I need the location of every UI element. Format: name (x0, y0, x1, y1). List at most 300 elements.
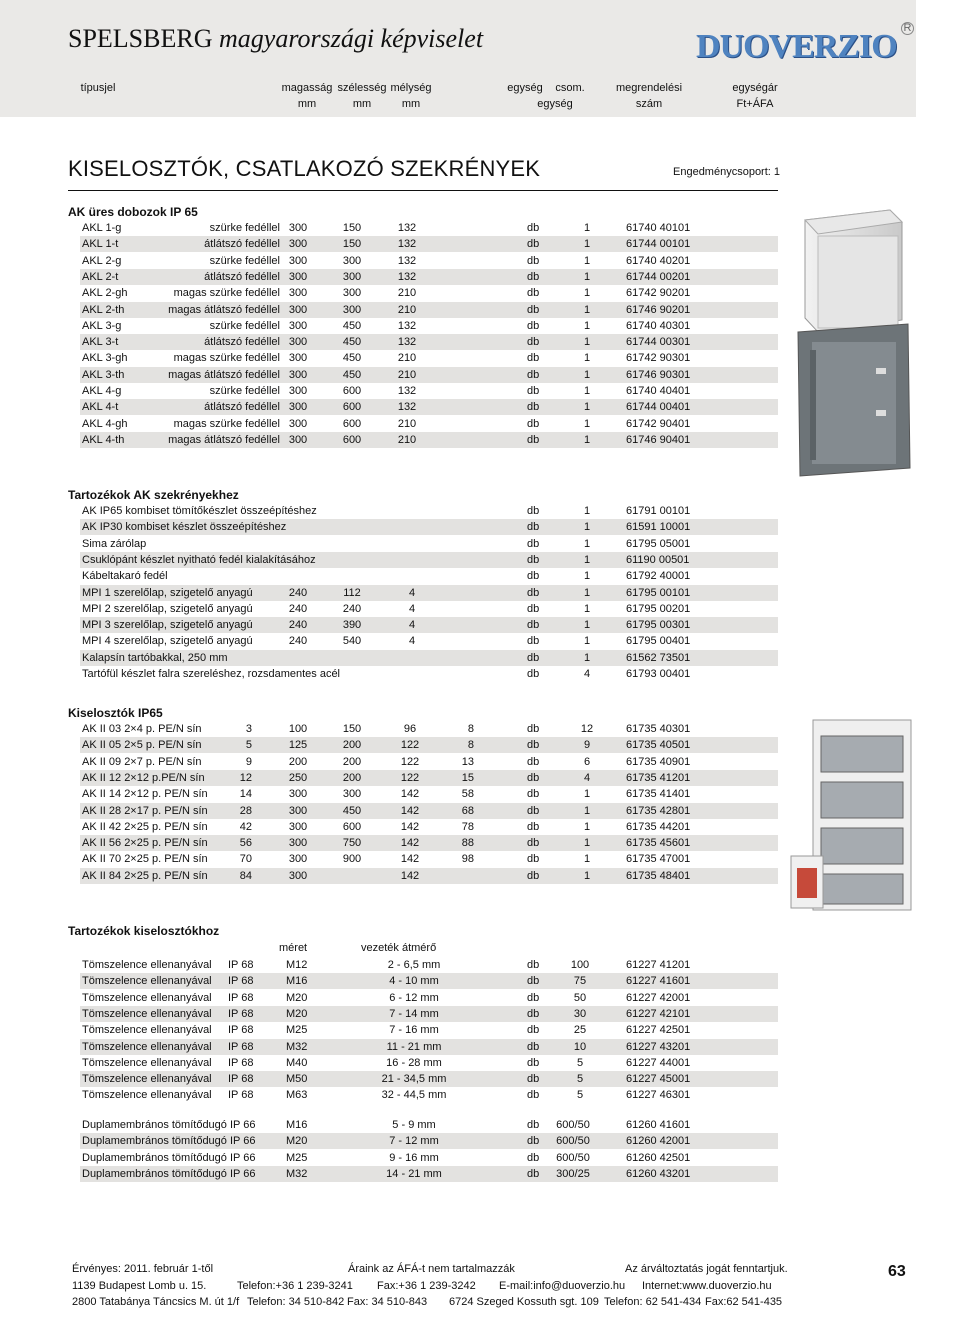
cell-name: AK IP65 kombiset tömítőkészlet összeépítéshez (82, 505, 317, 517)
cell-ip: IP 68 (228, 991, 254, 1004)
cell-order: 61744 00101 (626, 238, 691, 251)
cell-name: AK IP30 kombiset készlet összeépítéshez (82, 521, 287, 534)
cell-h: 300 (288, 270, 308, 283)
table-row (80, 1071, 778, 1087)
table-row (80, 318, 778, 334)
table-row (80, 819, 778, 835)
duoverzio-logo: DUOVERZIO (696, 28, 897, 65)
table-row (80, 1039, 778, 1055)
cell-pack: 1 (583, 336, 591, 349)
cell-unit: db (527, 1007, 540, 1020)
cell-name: AK II 14 2×12 p. PE/N sín (82, 788, 208, 801)
footer-address-tatabanya: 2800 Tatabánya Táncsics M. út 1/f (72, 1296, 240, 1308)
table-row (80, 737, 778, 753)
cell-d: 132 (397, 222, 417, 234)
cell-pack: 300/25 (556, 1167, 590, 1180)
cell-d: 210 (397, 352, 417, 365)
cell-order: 61735 45601 (626, 837, 691, 850)
cell-d: 142 (400, 837, 420, 850)
cell-pack: 1 (583, 254, 591, 267)
footer-fax-tatabanya: Fax: 34 510-843 (347, 1296, 428, 1308)
cell-desc: magas szürke fedéllel (173, 417, 280, 430)
table-row (80, 568, 778, 584)
cell-order: 61227 41601 (626, 975, 691, 988)
table-row (80, 1150, 778, 1166)
cell-e: 88 (461, 837, 474, 850)
cell-name: Duplamembrános tömítődugó IP 66 (82, 1151, 256, 1164)
section-title-ak: AK üres dobozok IP 65 (68, 205, 198, 219)
cell-unit: db (527, 651, 540, 664)
cell-order: 61735 40901 (626, 755, 691, 768)
cell-pack: 1 (583, 521, 591, 534)
cell-order: 61227 42001 (626, 991, 691, 1004)
cell-name: Kábeltakaró fedél (82, 570, 168, 583)
col-header-size: méret (279, 942, 308, 954)
cell-w: 600 (342, 820, 362, 833)
cell-size: M16 (286, 1119, 308, 1131)
cell-name: Duplamembrános tömítődugó IP 66 (82, 1167, 256, 1180)
cell-order: 61793 00401 (626, 668, 691, 680)
cell-pack: 1 (583, 619, 591, 632)
table-row (80, 957, 778, 973)
cell-h: 300 (288, 385, 308, 397)
cell-unit: db (527, 959, 540, 971)
cell-d: 4 (408, 586, 416, 599)
table-row (80, 851, 778, 867)
table-row (80, 302, 778, 318)
cell-w: 150 (342, 222, 362, 234)
cell-desc: átlátszó fedéllel (204, 336, 280, 349)
cell-code: AKL 3-gh (82, 352, 128, 365)
cell-e: 58 (461, 788, 474, 801)
cell-h: 300 (288, 401, 308, 414)
col-unit-mm: mm (352, 98, 372, 110)
cell-unit: db (527, 602, 540, 615)
footer-vat: Áraink az ÁFÁ-t nem tartalmazzák (348, 1263, 515, 1275)
title-subtitle: magyarországi képviselet (219, 24, 484, 53)
cell-pack: 1 (583, 222, 591, 234)
cell-code: AKL 4-th (82, 433, 125, 446)
cell-order: 61740 40401 (626, 385, 691, 397)
cell-order: 61795 00401 (626, 635, 691, 648)
cell-h: 300 (288, 820, 308, 833)
cell-name: AK II 12 2×12 p.PE/N sín (82, 771, 205, 784)
cell-pack: 1 (583, 602, 591, 615)
cell-order: 61795 00301 (626, 619, 691, 632)
cell-h: 240 (288, 635, 308, 648)
cell-w: 200 (342, 739, 362, 752)
table-row (80, 1087, 778, 1103)
cell-ip: IP 68 (228, 1089, 254, 1102)
cell-d: 142 (400, 820, 420, 833)
main-heading: KISELOSZTÓK, CSATLAKOZÓ SZEKRÉNYEK (68, 156, 541, 181)
cell-d: 142 (400, 804, 420, 817)
registered-mark-icon: R (901, 22, 914, 35)
cell-desc: szürke fedéllel (209, 222, 280, 234)
cell-d: 122 (400, 771, 420, 784)
cell-pack: 1 (583, 303, 591, 316)
cell-h: 240 (288, 619, 308, 632)
footer-website: Internet:www.duoverzio.hu (642, 1280, 772, 1292)
cell-name: Tömszelence ellenanyával (82, 1040, 212, 1053)
col-unit-mm: mm (297, 98, 317, 110)
cell-order: 61735 42801 (626, 804, 691, 817)
cell-order: 61744 00401 (626, 401, 691, 414)
cell-pack: 75 (573, 975, 587, 988)
cell-w: 540 (342, 635, 362, 648)
cell-pack: 50 (573, 991, 587, 1004)
cell-h: 300 (288, 804, 308, 817)
cell-d: 210 (397, 368, 417, 381)
cell-order: 61742 90201 (626, 287, 691, 300)
cell-order: 61791 00101 (626, 505, 691, 517)
cell-d: 132 (397, 254, 417, 267)
cell-w: 300 (342, 270, 362, 283)
cell-h: 250 (288, 771, 308, 784)
cell-ip: IP 68 (228, 975, 254, 988)
cell-order: 61742 90301 (626, 352, 691, 365)
cell-a: 3 (245, 723, 252, 735)
cell-d: 210 (397, 303, 417, 316)
cell-name: Tartófül készlet falra szereléshez, rozsdamentes acél (82, 668, 341, 680)
cell-unit: db (527, 401, 540, 414)
cell-w: 600 (342, 417, 362, 430)
cell-name: AK II 84 2×25 p. PE/N sín (82, 869, 208, 882)
table-row (80, 770, 778, 786)
cell-order: 61227 44001 (626, 1056, 691, 1069)
cell-a: 84 (239, 869, 252, 882)
table-row (80, 650, 778, 666)
cell-name: Tömszelence ellenanyával (82, 1056, 212, 1069)
cell-pack: 4 (583, 668, 591, 680)
cell-d: 132 (397, 401, 417, 414)
cell-code: AKL 1-t (82, 238, 119, 251)
cell-name: Tömszelence ellenanyával (82, 1073, 212, 1086)
table-row (80, 835, 778, 851)
cell-h: 300 (288, 368, 308, 381)
cell-pack: 1 (583, 537, 591, 550)
cell-pack: 1 (583, 368, 591, 381)
cell-pack: 6 (583, 755, 591, 768)
cell-desc: szürke fedéllel (209, 254, 280, 267)
cell-w: 300 (342, 254, 362, 267)
cell-code: AKL 2-gh (82, 287, 128, 300)
cell-a: 56 (239, 837, 252, 850)
cell-order: 61562 73501 (626, 651, 691, 664)
footer-address-szeged: 6724 Szeged Kossuth sgt. 109 (449, 1296, 599, 1308)
footer-valid: Érvényes: 2011. február 1-től (72, 1263, 214, 1275)
cell-range: 9 - 16 mm (389, 1151, 439, 1164)
cell-pack: 1 (583, 553, 591, 566)
cell-unit: db (527, 837, 540, 850)
cell-pack: 1 (583, 238, 591, 251)
cell-unit: db (527, 570, 540, 583)
cell-d: 210 (397, 287, 417, 300)
cell-order: 61591 10001 (626, 521, 691, 534)
cell-desc: szürke fedéllel (209, 385, 280, 397)
cell-h: 200 (288, 755, 308, 768)
table-row (80, 786, 778, 802)
cell-pack: 600/50 (556, 1119, 590, 1131)
cell-ip: IP 68 (228, 1056, 254, 1069)
table-row (80, 585, 778, 601)
cell-order: 61735 40301 (626, 723, 691, 735)
cell-pack: 1 (583, 417, 591, 430)
table-row (80, 868, 778, 884)
col-header-width: szélesség (337, 82, 387, 94)
cell-h: 300 (288, 254, 308, 267)
cell-unit: db (527, 1119, 540, 1131)
cell-ip: IP 68 (228, 1040, 254, 1053)
table-row (80, 1166, 778, 1182)
table-row (80, 432, 778, 448)
cell-name: Duplamembrános tömítődugó IP 66 (82, 1119, 256, 1131)
cell-order: 61740 40101 (626, 222, 691, 234)
cell-d: 132 (397, 336, 417, 349)
cell-size: M40 (286, 1056, 308, 1069)
cell-size: M20 (286, 1007, 308, 1020)
cell-size: M63 (286, 1089, 308, 1102)
table-row (80, 1055, 778, 1071)
cell-desc: magas átlátszó fedéllel (168, 368, 280, 381)
cell-unit: db (527, 1151, 540, 1164)
table-row (80, 399, 778, 415)
cell-h: 300 (288, 238, 308, 251)
cell-code: AKL 4-g (82, 385, 122, 397)
cell-d: 132 (397, 238, 417, 251)
cell-h: 125 (288, 739, 308, 752)
cell-unit: db (527, 303, 540, 316)
cell-code: AKL 2-th (82, 303, 125, 316)
cell-pack: 1 (583, 570, 591, 583)
cell-pack: 600/50 (556, 1135, 590, 1148)
cell-unit: db (527, 739, 540, 752)
cell-code: AKL 2-g (82, 254, 122, 267)
cell-size: M16 (286, 975, 308, 988)
table-row (80, 754, 778, 770)
cell-name: AK II 42 2×25 p. PE/N sín (82, 820, 208, 833)
cell-e: 8 (467, 723, 474, 735)
cell-unit: db (527, 238, 540, 251)
cell-pack: 1 (583, 788, 591, 801)
cell-pack: 25 (573, 1024, 587, 1037)
table-row (80, 633, 778, 649)
cell-unit: db (527, 853, 540, 866)
cell-d: 4 (408, 619, 416, 632)
cell-code: AKL 1-g (82, 222, 122, 234)
cell-d: 132 (397, 270, 417, 283)
cell-desc: magas szürke fedéllel (173, 287, 280, 300)
cell-h: 300 (288, 869, 308, 882)
cell-code: AKL 2-t (82, 270, 119, 283)
cell-pack: 30 (573, 1007, 587, 1020)
cell-h: 300 (288, 837, 308, 850)
cell-d: 122 (400, 739, 420, 752)
cell-desc: szürke fedéllel (209, 319, 280, 332)
cell-d: 132 (397, 385, 417, 397)
cell-pack: 1 (583, 651, 591, 664)
table-row (80, 803, 778, 819)
cell-code: AKL 4-t (82, 401, 119, 414)
cell-unit: db (527, 553, 540, 566)
cell-ip: IP 68 (228, 1007, 254, 1020)
cell-e: 78 (461, 820, 474, 833)
cell-desc: magas szürke fedéllel (173, 352, 280, 365)
col-header-depth: mélység (390, 82, 432, 94)
cell-d: 142 (400, 869, 420, 882)
col-header-type: típusjel (80, 82, 116, 94)
cell-name: Duplamembrános tömítődugó IP 66 (82, 1135, 256, 1148)
cell-h: 300 (288, 417, 308, 430)
cell-h: 300 (288, 319, 308, 332)
cell-pack: 1 (583, 869, 591, 882)
cell-unit: db (527, 417, 540, 430)
cell-range: 2 - 6,5 mm (387, 959, 441, 971)
cell-unit: db (527, 433, 540, 446)
cell-w: 200 (342, 771, 362, 784)
cell-unit: db (527, 820, 540, 833)
cell-pack: 10 (573, 1040, 587, 1053)
table-row (80, 721, 778, 737)
cell-h: 240 (288, 602, 308, 615)
col-header-height: magasság (281, 82, 333, 94)
col-header-pack: csom. (555, 82, 585, 94)
cell-size: M50 (286, 1073, 308, 1086)
cell-order: 61735 47001 (626, 853, 691, 866)
cell-pack: 600/50 (556, 1151, 590, 1164)
cell-unit: db (527, 368, 540, 381)
cell-unit: db (527, 1040, 540, 1053)
table-row (80, 334, 778, 350)
cell-unit: db (527, 336, 540, 349)
cell-size: M20 (286, 991, 308, 1004)
table-row (80, 350, 778, 366)
cell-unit: db (527, 586, 540, 599)
cell-w: 450 (342, 319, 362, 332)
col-unit-egyseg: egység (537, 98, 573, 110)
footer-tel-budapest: Telefon:+36 1 239-3241 (237, 1280, 353, 1292)
cell-name: Tömszelence ellenanyával (82, 975, 212, 988)
discount-group: Engedménycsoport: 1 (673, 166, 781, 178)
cell-d: 142 (400, 853, 420, 866)
cell-range: 11 - 21 mm (386, 1040, 442, 1053)
cell-range: 32 - 44,5 mm (381, 1089, 447, 1102)
table-row (80, 1022, 778, 1038)
cell-a: 28 (239, 804, 252, 817)
col-unit-szam: szám (635, 98, 663, 110)
cell-size: M25 (286, 1024, 308, 1037)
cell-name: Tömszelence ellenanyával (82, 959, 212, 971)
table-row (80, 519, 778, 535)
cell-a: 9 (245, 755, 252, 768)
table-row (80, 1133, 778, 1149)
cell-w: 240 (342, 602, 362, 615)
section-title-acc-ak: Tartozékok AK szekrényekhez (68, 488, 239, 502)
cell-name: MPI 1 szerelőlap, szigetelő anyagú (82, 586, 253, 599)
cell-name: AK II 70 2×25 p. PE/N sín (82, 853, 208, 866)
cell-unit: db (527, 755, 540, 768)
cell-e: 13 (461, 755, 474, 768)
footer-email: E-mail:info@duoverzio.hu (499, 1280, 626, 1292)
cell-order: 61735 41201 (626, 771, 691, 784)
cell-desc: átlátszó fedéllel (204, 238, 280, 251)
table-row (80, 269, 778, 285)
cell-unit: db (527, 788, 540, 801)
cell-order: 61795 05001 (626, 537, 691, 550)
cell-order: 61227 42101 (626, 1007, 691, 1020)
cell-pack: 100 (570, 959, 590, 971)
cell-w: 900 (342, 853, 362, 866)
cell-w: 200 (342, 755, 362, 768)
cell-pack: 1 (583, 635, 591, 648)
cell-order: 61260 42501 (626, 1151, 691, 1164)
cell-unit: db (527, 254, 540, 267)
cell-pack: 4 (583, 771, 591, 784)
table-row (80, 1006, 778, 1022)
cell-order: 61795 00201 (626, 602, 691, 615)
cell-h: 300 (288, 287, 308, 300)
table-row (80, 552, 778, 568)
cell-a: 12 (239, 771, 252, 784)
cell-h: 300 (288, 352, 308, 365)
table-row (80, 285, 778, 301)
cell-order: 61227 45001 (626, 1073, 691, 1086)
cell-h: 300 (288, 853, 308, 866)
cell-order: 61740 40301 (626, 319, 691, 332)
footer-tel-szeged: Telefon: 62 541-434 (604, 1296, 702, 1308)
cell-order: 61735 40501 (626, 739, 691, 752)
cell-ip: IP 68 (228, 1024, 254, 1037)
table-row (80, 220, 778, 236)
cell-d: 210 (397, 433, 417, 446)
cell-name: Tömszelence ellenanyával (82, 1007, 212, 1020)
cell-unit: db (527, 771, 540, 784)
cell-e: 98 (461, 853, 474, 866)
cell-pack: 1 (583, 319, 591, 332)
cell-name: AK II 28 2×17 p. PE/N sín (82, 804, 208, 817)
cell-order: 61742 90401 (626, 417, 691, 430)
cell-order: 61227 42501 (626, 1024, 691, 1037)
cell-h: 240 (288, 586, 308, 599)
cell-pack: 1 (583, 820, 591, 833)
table-row (80, 666, 778, 682)
cell-d: 4 (408, 602, 416, 615)
table-row (80, 236, 778, 252)
enclosure-transparent-image (790, 320, 915, 480)
cell-code: AKL 3-th (82, 368, 125, 381)
cell-pack: 1 (583, 385, 591, 397)
table-row (80, 973, 778, 989)
footer-fax-szeged: Fax:62 541-435 (705, 1296, 783, 1308)
cell-unit: db (527, 222, 540, 234)
cell-h: 300 (288, 788, 308, 801)
cell-pack: 5 (576, 1089, 584, 1102)
section-title-acc-kisel: Tartozékok kiselosztókhoz (68, 924, 220, 938)
cell-order: 61735 44201 (626, 820, 691, 833)
cell-range: 7 - 16 mm (389, 1024, 439, 1037)
footer-address-budapest: 1139 Budapest Lomb u. 15. (72, 1280, 207, 1292)
distribution-board-image (785, 716, 915, 916)
cell-code: AKL 3-t (82, 336, 119, 349)
cell-unit: db (527, 975, 540, 988)
cell-e: 15 (461, 771, 474, 784)
cell-range: 7 - 12 mm (389, 1135, 439, 1148)
cell-a: 42 (239, 820, 252, 833)
col-header-range: vezeték átmérő (361, 942, 437, 954)
cell-ip: IP 68 (228, 959, 254, 971)
cell-w: 600 (342, 433, 362, 446)
cell-desc: magas átlátszó fedéllel (168, 433, 280, 446)
